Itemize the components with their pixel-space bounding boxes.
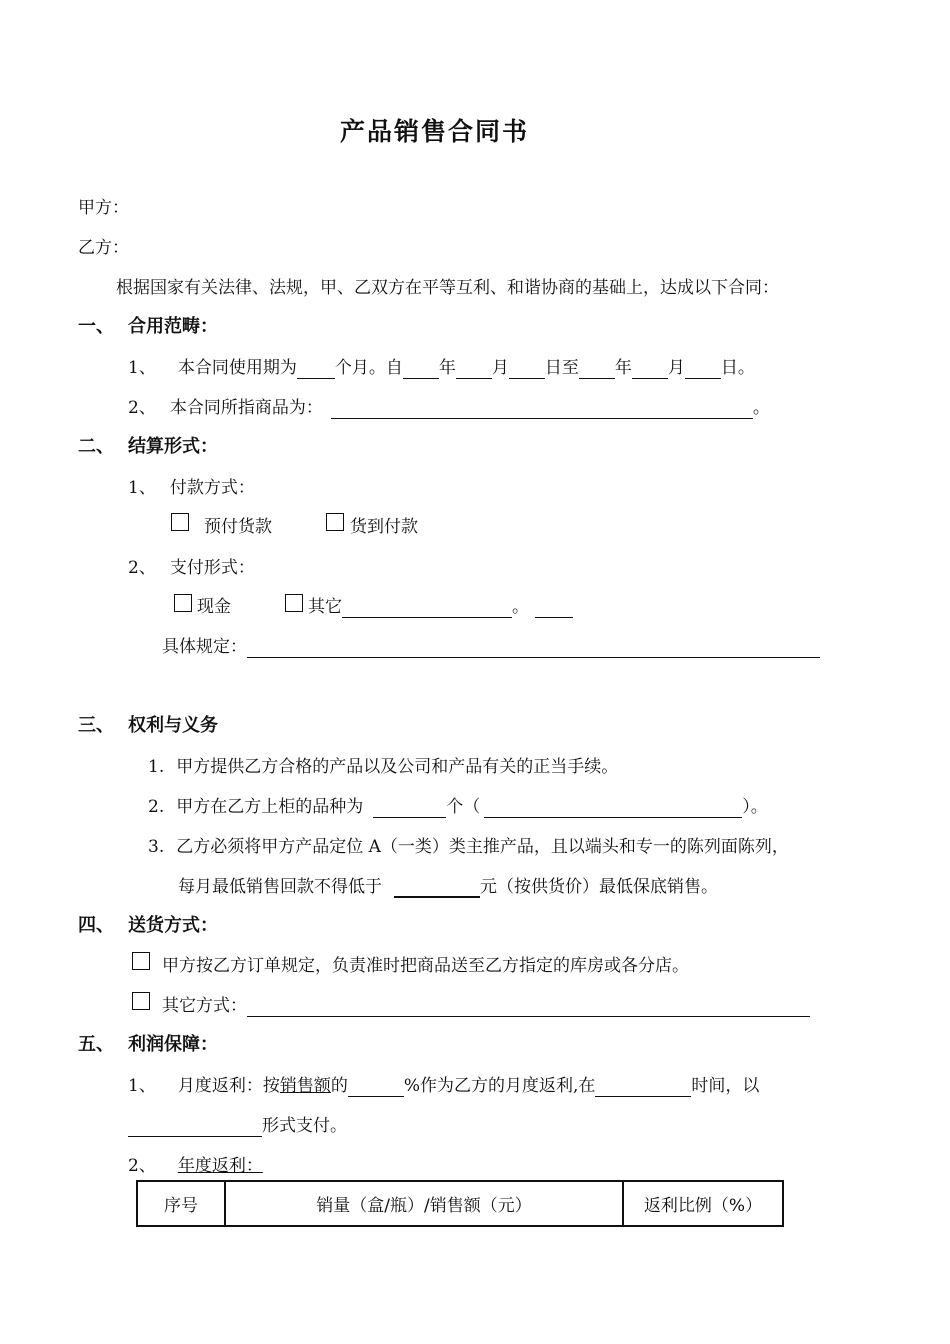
s3-item3-num: 3. <box>148 837 165 857</box>
delivery-by-a-checkbox[interactable] <box>132 952 150 970</box>
s1-item1-text-e: 日至 <box>544 358 579 378</box>
end-month-blank[interactable] <box>632 361 668 379</box>
payment-form-label: 支付形式： <box>169 558 255 578</box>
section-5-number: 五、 <box>78 1034 114 1055</box>
rebate-time-blank[interactable] <box>595 1079 691 1097</box>
cash-checkbox[interactable] <box>174 594 192 612</box>
cod-label: 货到付款 <box>350 517 418 537</box>
header-sales-volume: 销量（盒/瓶）/销售额（元） <box>225 1181 623 1226</box>
min-sales-blank[interactable] <box>394 879 480 898</box>
s1-item2-text: 本合同所指商品为： <box>169 398 323 418</box>
other-delivery-blank[interactable] <box>247 999 810 1017</box>
monthly-rebate-text-d: %作为乙方的月度返利,在 <box>403 1076 596 1096</box>
table-header-row <box>137 1181 783 1226</box>
s1-item1-text-h: 日。 <box>720 358 755 378</box>
s5-item1-line1 <box>128 1075 759 1097</box>
s3-item1-text: 甲方提供乙方合格的产品以及公司和产品有关的正当手续。 <box>176 757 619 777</box>
other-payment-checkbox[interactable] <box>285 594 303 612</box>
section-5-title: 利润保障： <box>128 1034 218 1055</box>
rebate-percent-blank[interactable] <box>348 1079 404 1097</box>
other-payment-extra-blank[interactable] <box>535 600 573 618</box>
section-2-title: 结算形式： <box>128 436 218 457</box>
s1-item1 <box>128 357 755 379</box>
s3-item2-text-b: 个（ <box>446 797 481 817</box>
other-payment-row <box>308 596 573 618</box>
s5-item2 <box>128 1155 263 1177</box>
section-1-title: 合用范畴： <box>128 316 218 337</box>
cash-label: 现金 <box>197 597 231 617</box>
section-2-number: 二、 <box>78 436 114 457</box>
other-delivery-checkbox[interactable] <box>132 992 150 1010</box>
s5-item1-line2 <box>128 1115 347 1137</box>
variety-count-blank[interactable] <box>373 800 446 818</box>
other-delivery-label: 其它方式： <box>162 996 247 1016</box>
page-title: 产品销售合同书 <box>340 117 530 146</box>
s3-item3-text: 乙方必须将甲方产品定位 A（一类）类主推产品，且以端头和专一的陈列面陈列， <box>176 837 789 857</box>
s3-item1-num: 1. <box>148 757 165 777</box>
s1-item1-text-f: 年 <box>614 358 632 378</box>
detail-label: 具体规定： <box>162 637 247 657</box>
s1-item1-text-d: 月 <box>491 358 509 378</box>
s1-item1-num: 1、 <box>128 358 156 378</box>
s3-item2-num: 2. <box>148 797 165 817</box>
start-month-blank[interactable] <box>456 361 492 379</box>
s1-item1-text-c: 年 <box>438 358 456 378</box>
s1-item1-text-b: 个月。自 <box>334 358 403 378</box>
detail-row <box>162 636 820 658</box>
prepayment-label: 预付货款 <box>204 517 272 537</box>
product-blank[interactable] <box>331 401 753 419</box>
intro-paragraph: 根据国家有关法律、法规，甲、乙双方在平等互利、和谐协商的基础上，达成以下合同： <box>116 278 779 298</box>
detail-blank[interactable] <box>247 640 820 658</box>
s1-item2-num: 2、 <box>128 398 156 418</box>
party-a-label: 甲方： <box>78 198 129 218</box>
payment-method-label: 付款方式： <box>169 478 255 498</box>
section-3-title: 权利与义务 <box>128 715 218 736</box>
s2-item2-num: 2、 <box>128 558 156 578</box>
section-4-number: 四、 <box>78 915 114 936</box>
s5-item1-num: 1、 <box>128 1076 156 1096</box>
s5-item2-num: 2、 <box>128 1156 156 1176</box>
header-serial: 序号 <box>137 1181 225 1226</box>
s1-item2 <box>128 397 770 419</box>
monthly-rebate-text-e: 时间，以 <box>691 1076 760 1096</box>
other-payment-end: 。 <box>512 597 529 617</box>
months-blank[interactable] <box>297 361 335 379</box>
s3-item3-text-b: 元（按供货价）最低保底销售。 <box>480 877 718 897</box>
s3-item3-line2 <box>178 876 718 898</box>
section-1-number: 一、 <box>78 316 114 337</box>
monthly-rebate-text-c: 的 <box>330 1076 348 1096</box>
other-payment-blank[interactable] <box>342 600 512 618</box>
s3-item2-text-c: ）。 <box>742 797 768 817</box>
s2-item1 <box>128 477 255 499</box>
other-delivery-row <box>162 995 810 1017</box>
start-year-blank[interactable] <box>403 361 439 379</box>
start-day-blank[interactable] <box>509 361 545 379</box>
delivery-by-a-label: 甲方按乙方订单规定，负责准时把商品送至乙方指定的库房或各分店。 <box>162 956 689 976</box>
annual-rebate-table <box>136 1180 784 1227</box>
s2-item2 <box>128 557 255 579</box>
s3-item3-text-a: 每月最低销售回款不得低于 <box>178 877 382 897</box>
s1-item1-text-a: 本合同使用期为 <box>177 358 297 378</box>
end-day-blank[interactable] <box>685 361 721 379</box>
monthly-rebate-text-a: 月度返利：按 <box>177 1076 280 1096</box>
s1-item1-text-g: 月 <box>667 358 685 378</box>
other-payment-label: 其它 <box>308 597 342 617</box>
s3-item2-text-a: 甲方在乙方上柜的品种为 <box>176 797 364 817</box>
monthly-rebate-text-b: 销售额 <box>279 1076 331 1096</box>
cod-checkbox[interactable] <box>326 513 344 531</box>
s3-item2 <box>148 796 768 818</box>
section-4-title: 送货方式： <box>128 915 218 936</box>
section-3-number: 三、 <box>78 715 114 736</box>
s1-item2-end: 。 <box>752 398 770 418</box>
monthly-rebate-text-f: 形式支付。 <box>262 1116 347 1136</box>
rebate-form-blank[interactable] <box>128 1119 262 1137</box>
annual-rebate-label: 年度返利： <box>177 1156 263 1176</box>
s3-item3-line1 <box>148 836 789 858</box>
party-b-label: 乙方： <box>78 238 129 258</box>
s2-item1-num: 1、 <box>128 478 156 498</box>
header-rebate-ratio: 返利比例（%） <box>623 1181 783 1226</box>
end-year-blank[interactable] <box>579 361 615 379</box>
s3-item1 <box>148 756 618 778</box>
prepayment-checkbox[interactable] <box>171 513 189 531</box>
variety-detail-blank[interactable] <box>484 800 742 818</box>
